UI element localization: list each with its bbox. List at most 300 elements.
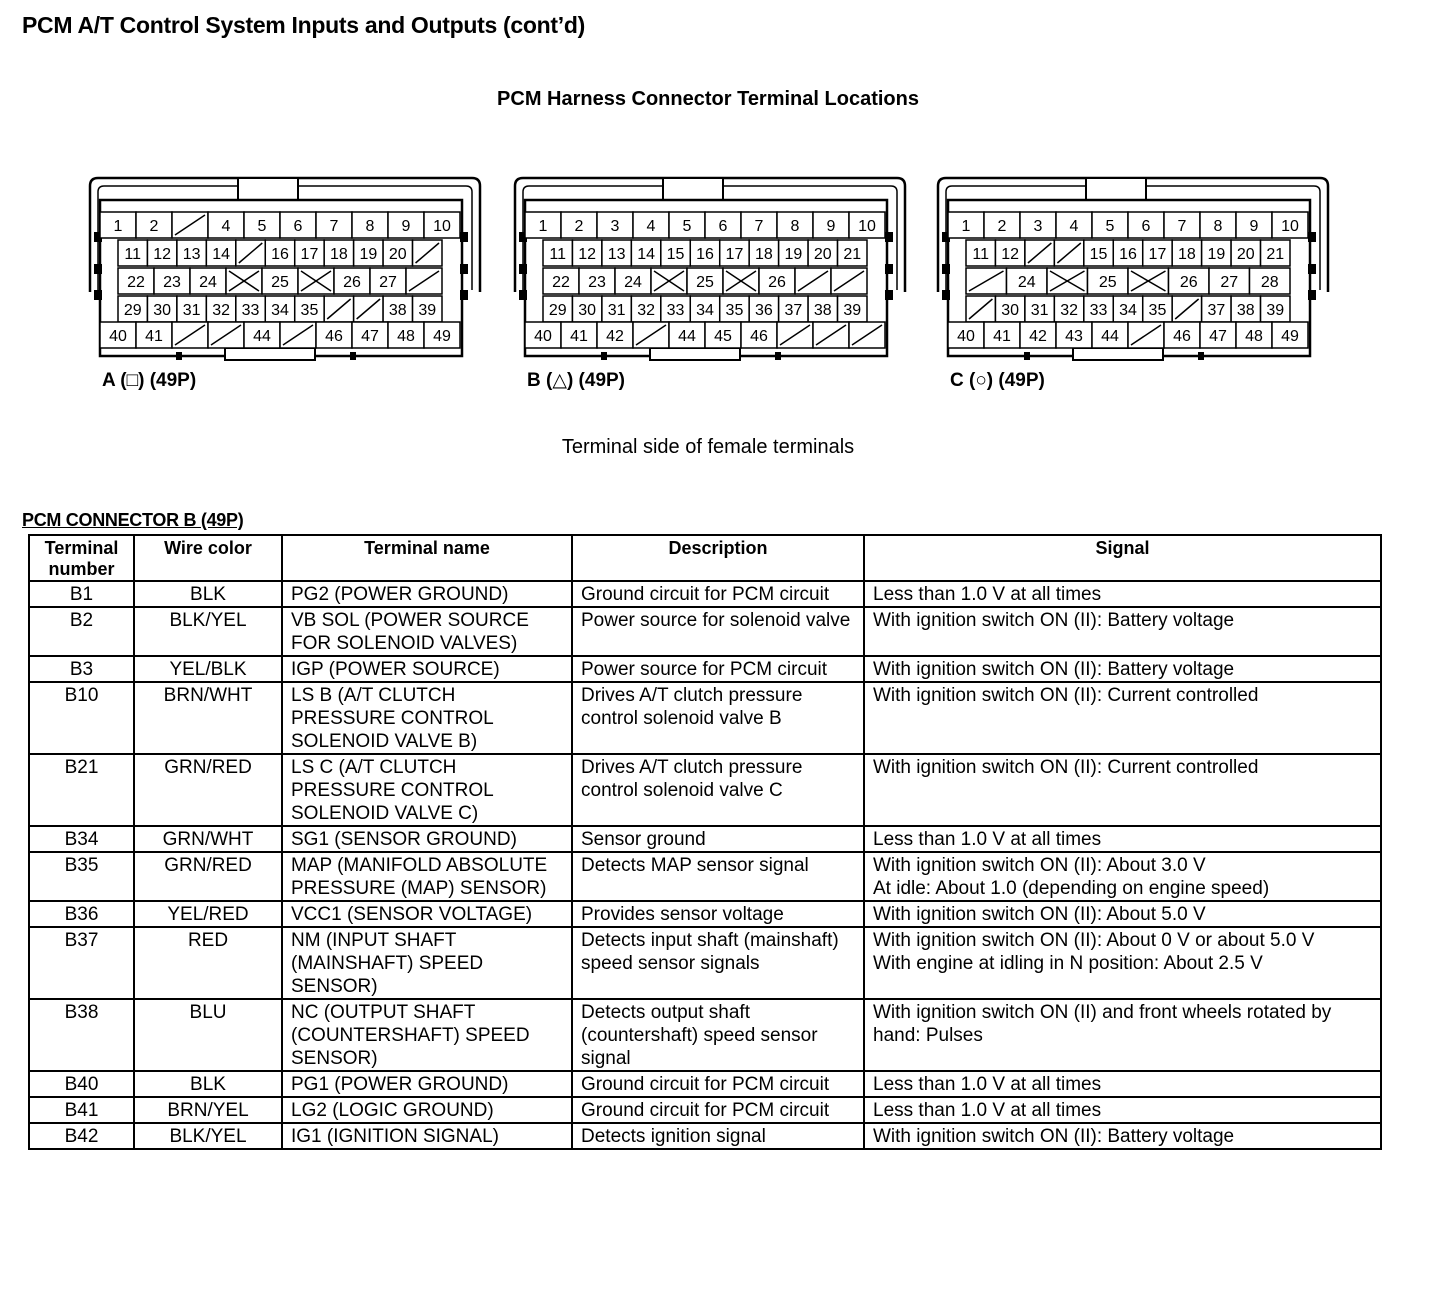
terminal-cell xyxy=(1092,322,1128,348)
terminal-number: 46 xyxy=(1173,328,1191,345)
cell-description: Sensor ground xyxy=(572,826,864,852)
terminal-cell xyxy=(1236,322,1272,348)
terminal-number: 30 xyxy=(153,302,172,319)
terminal-cell xyxy=(615,268,651,294)
signal-line: With ignition switch ON (II): Battery voltage xyxy=(873,1126,1235,1147)
terminal-cell xyxy=(838,240,867,266)
terminal-number: 41 xyxy=(993,328,1011,345)
cell-terminal-number: B2 xyxy=(29,607,134,656)
terminal-cell xyxy=(1209,268,1250,294)
terminal-cell xyxy=(561,322,597,348)
cell-signal xyxy=(864,581,1381,607)
signal-line: With engine at idling in N position: About 2.5 V xyxy=(873,953,1263,974)
terminal-cell xyxy=(1164,322,1200,348)
terminal-number: 25 xyxy=(271,274,289,291)
cell-terminal-number: B36 xyxy=(29,901,134,927)
cell-wire-color: BRN/WHT xyxy=(134,682,282,754)
terminal-cell xyxy=(1007,268,1048,294)
connector-b xyxy=(515,178,905,391)
terminal-cell xyxy=(413,240,442,266)
terminal-number: 1 xyxy=(538,218,548,235)
terminal-cell xyxy=(705,212,741,238)
cell-description: Detects output shaft (countershaft) speed sensor signal xyxy=(572,999,864,1071)
terminal-cell xyxy=(777,322,813,348)
terminal-number: 21 xyxy=(843,246,862,263)
terminal-cell xyxy=(1202,296,1231,322)
terminal-number: 5 xyxy=(257,218,267,235)
signal-line: Less than 1.0 V at all times xyxy=(873,829,1102,850)
terminal-cell xyxy=(948,322,984,348)
terminal-cell xyxy=(383,296,412,322)
terminal-cell xyxy=(1261,240,1290,266)
terminal-number: 46 xyxy=(750,328,768,345)
cell-description: Detects ignition signal xyxy=(572,1123,864,1149)
terminal-cell xyxy=(1092,212,1128,238)
terminal-cell xyxy=(759,268,795,294)
terminal-number: 20 xyxy=(388,246,407,263)
terminal-cell xyxy=(543,268,579,294)
terminal-cell xyxy=(602,296,631,322)
terminal-cell xyxy=(1056,322,1092,348)
terminal-cell xyxy=(1025,240,1054,266)
terminal-number: 15 xyxy=(1089,246,1108,263)
cell-wire-color: BRN/YEL xyxy=(134,1097,282,1123)
table-row xyxy=(29,999,1381,1071)
cell-terminal-name: IGP (POWER SOURCE) xyxy=(282,656,572,682)
table-row xyxy=(29,1071,1381,1097)
terminal-cell xyxy=(543,240,572,266)
terminal-number: 47 xyxy=(1209,328,1227,345)
terminal-number: 22 xyxy=(127,274,145,291)
terminal-cell xyxy=(316,322,352,348)
terminal-number: 17 xyxy=(300,246,319,263)
terminal-cell xyxy=(1047,268,1088,294)
terminal-cell xyxy=(631,296,660,322)
terminal-number: 16 xyxy=(271,246,289,263)
terminal-cell xyxy=(147,296,176,322)
connector-label: C (○) (49P) xyxy=(950,370,1045,391)
terminal-cell xyxy=(262,268,298,294)
terminal-cell xyxy=(572,240,601,266)
terminal-cell xyxy=(779,240,808,266)
terminal-cell xyxy=(1236,212,1272,238)
terminal-cell xyxy=(597,212,633,238)
signal-line: Less than 1.0 V at all times xyxy=(873,1074,1102,1095)
terminal-cell xyxy=(352,322,388,348)
terminal-number: 35 xyxy=(300,302,319,319)
terminal-cell xyxy=(147,240,176,266)
terminal-number: 40 xyxy=(109,328,127,345)
terminal-cell xyxy=(1172,296,1201,322)
table-header-row xyxy=(29,535,1381,581)
terminal-cell xyxy=(749,240,778,266)
terminal-number: 18 xyxy=(755,246,773,263)
terminal-number: 3 xyxy=(610,218,620,235)
terminal-cell xyxy=(1169,268,1210,294)
terminal-cell xyxy=(984,322,1020,348)
terminal-number: 10 xyxy=(858,218,876,235)
terminal-number: 41 xyxy=(570,328,588,345)
terminal-number: 11 xyxy=(124,246,142,263)
terminal-number: 49 xyxy=(433,328,451,345)
terminal-number: 39 xyxy=(418,302,437,319)
cell-terminal-name: VB SOL (POWER SOURCE FOR SOLENOID VALVES) xyxy=(282,607,572,656)
signal-line: With ignition switch ON (II): About 5.0 V xyxy=(873,904,1206,925)
cell-terminal-name: MAP (MANIFOLD ABSOLUTE PRESSURE (MAP) SENSOR) xyxy=(282,852,572,901)
terminal-cell xyxy=(561,212,597,238)
terminal-cell xyxy=(669,212,705,238)
terminal-number: 13 xyxy=(607,246,626,263)
terminal-number: 17 xyxy=(1148,246,1167,263)
cell-terminal-name: PG1 (POWER GROUND) xyxy=(282,1071,572,1097)
terminal-cell xyxy=(838,296,867,322)
terminal-number: 11 xyxy=(972,246,990,263)
terminal-number: 37 xyxy=(784,302,803,319)
terminal-cell xyxy=(177,296,206,322)
terminal-number: 33 xyxy=(1089,302,1108,319)
terminal-number: 14 xyxy=(212,246,230,263)
terminal-cell xyxy=(100,212,136,238)
terminal-number: 32 xyxy=(637,302,655,319)
cell-terminal-number: B42 xyxy=(29,1123,134,1149)
terminal-cell xyxy=(1020,322,1056,348)
terminal-number: 38 xyxy=(1236,302,1255,319)
terminal-cell xyxy=(298,268,334,294)
terminal-number: 34 xyxy=(271,302,289,319)
terminal-cell xyxy=(1202,240,1231,266)
table-row xyxy=(29,682,1381,754)
terminal-cell xyxy=(206,296,235,322)
terminal-cell xyxy=(1084,296,1113,322)
terminal-cell xyxy=(388,212,424,238)
terminal-cell xyxy=(966,268,1007,294)
cell-terminal-number: B10 xyxy=(29,682,134,754)
terminal-cell xyxy=(633,322,669,348)
cell-signal xyxy=(864,826,1381,852)
signal-line: At idle: About 1.0 (depending on engine speed) xyxy=(873,878,1270,899)
terminal-cell xyxy=(966,240,995,266)
terminal-cell xyxy=(984,212,1020,238)
terminal-number: 21 xyxy=(1266,246,1285,263)
terminal-number: 1 xyxy=(113,218,123,235)
terminal-number: 2 xyxy=(149,218,159,235)
cell-wire-color: BLU xyxy=(134,999,282,1071)
header-description: Description xyxy=(572,535,864,581)
terminal-number: 10 xyxy=(433,218,451,235)
cell-wire-color: YEL/BLK xyxy=(134,656,282,682)
terminal-number: 47 xyxy=(361,328,379,345)
terminal-cell xyxy=(795,268,831,294)
table-row xyxy=(29,1123,1381,1149)
terminal-cell xyxy=(136,212,172,238)
terminal-cell xyxy=(995,296,1024,322)
connector-diagrams xyxy=(80,172,1380,402)
cell-terminal-name: SG1 (SENSOR GROUND) xyxy=(282,826,572,852)
terminal-number: 33 xyxy=(666,302,685,319)
terminal-number: 44 xyxy=(253,328,271,345)
signal-line: Less than 1.0 V at all times xyxy=(873,584,1102,605)
terminal-cell xyxy=(849,322,885,348)
cell-wire-color: BLK/YEL xyxy=(134,1123,282,1149)
cell-signal xyxy=(864,754,1381,826)
terminal-cell xyxy=(1113,296,1142,322)
terminal-number: 29 xyxy=(123,302,142,319)
connector-b-table xyxy=(28,534,1382,1150)
terminal-number: 30 xyxy=(578,302,597,319)
terminal-cell xyxy=(295,296,324,322)
connector-c xyxy=(938,178,1328,391)
cell-signal xyxy=(864,999,1381,1071)
terminal-number: 8 xyxy=(790,218,800,235)
terminal-number: 4 xyxy=(1069,218,1079,235)
terminal-number: 9 xyxy=(826,218,836,235)
terminal-cell xyxy=(687,268,723,294)
terminal-number: 35 xyxy=(725,302,744,319)
terminal-number: 26 xyxy=(1179,274,1198,291)
terminal-number: 2 xyxy=(574,218,584,235)
terminal-number: 43 xyxy=(1065,328,1083,345)
terminal-number: 41 xyxy=(145,328,163,345)
terminal-number: 7 xyxy=(754,218,764,235)
cell-terminal-number: B38 xyxy=(29,999,134,1071)
terminal-cell xyxy=(370,268,406,294)
terminal-cell xyxy=(118,240,147,266)
terminal-number: 39 xyxy=(1266,302,1285,319)
signal-line: With ignition switch ON (II): Battery voltage xyxy=(873,659,1235,680)
terminal-cell xyxy=(265,240,294,266)
terminal-number: 39 xyxy=(843,302,862,319)
page-title: PCM A/T Control System Inputs and Outputs (cont’d) xyxy=(22,12,585,38)
terminal-number: 30 xyxy=(1001,302,1020,319)
terminal-number: 6 xyxy=(1141,218,1151,235)
terminal-number: 13 xyxy=(182,246,201,263)
terminal-number: 6 xyxy=(718,218,728,235)
cell-description: Power source for solenoid valve xyxy=(572,607,864,656)
table-row xyxy=(29,901,1381,927)
terminal-number: 8 xyxy=(365,218,375,235)
terminal-number: 45 xyxy=(714,328,732,345)
terminal-cell xyxy=(572,296,601,322)
terminal-cell xyxy=(244,212,280,238)
cell-terminal-name: LS C (A/T CLUTCH PRESSURE CONTROL SOLENOID VALVE C) xyxy=(282,754,572,826)
terminal-number: 5 xyxy=(1105,218,1115,235)
table-row xyxy=(29,754,1381,826)
terminal-cell xyxy=(651,268,687,294)
terminal-cell xyxy=(154,268,190,294)
signal-line: With ignition switch ON (II): About 0 V or about 5.0 V xyxy=(873,930,1315,951)
terminal-cell xyxy=(265,296,294,322)
terminal-number: 5 xyxy=(682,218,692,235)
terminal-cell xyxy=(1172,240,1201,266)
terminal-cell xyxy=(424,322,460,348)
terminal-number: 8 xyxy=(1213,218,1223,235)
terminal-number: 28 xyxy=(1260,274,1279,291)
diagram-caption: Terminal side of female terminals xyxy=(561,436,855,458)
terminal-number: 14 xyxy=(637,246,655,263)
terminal-number: 1 xyxy=(961,218,971,235)
terminal-cell xyxy=(206,240,235,266)
terminal-cell xyxy=(172,322,208,348)
terminal-cell xyxy=(1200,212,1236,238)
terminal-cell xyxy=(1088,268,1129,294)
terminal-number: 18 xyxy=(330,246,348,263)
terminal-cell xyxy=(631,240,660,266)
cell-wire-color: BLK xyxy=(134,1071,282,1097)
terminal-cell xyxy=(244,322,280,348)
terminal-number: 2 xyxy=(997,218,1007,235)
terminal-cell xyxy=(849,212,885,238)
cell-description: Provides sensor voltage xyxy=(572,901,864,927)
cell-wire-color: YEL/RED xyxy=(134,901,282,927)
terminal-number: 7 xyxy=(1177,218,1187,235)
terminal-cell xyxy=(661,296,690,322)
cell-terminal-name: IG1 (IGNITION SIGNAL) xyxy=(282,1123,572,1149)
terminal-number: 36 xyxy=(755,302,773,319)
signal-line: With ignition switch ON (II): About 3.0 V xyxy=(873,855,1206,876)
terminal-number: 11 xyxy=(549,246,567,263)
terminal-cell xyxy=(177,240,206,266)
terminal-cell xyxy=(995,240,1024,266)
terminal-number: 16 xyxy=(1119,246,1137,263)
cell-wire-color: GRN/RED xyxy=(134,754,282,826)
terminal-number: 3 xyxy=(1033,218,1043,235)
terminal-cell xyxy=(413,296,442,322)
cell-terminal-number: B34 xyxy=(29,826,134,852)
terminal-number: 20 xyxy=(1236,246,1255,263)
terminal-number: 12 xyxy=(153,246,172,263)
signal-line: With ignition switch ON (II): Current controlled xyxy=(873,757,1259,778)
terminal-number: 10 xyxy=(1281,218,1299,235)
cell-terminal-number: B1 xyxy=(29,581,134,607)
cell-wire-color: GRN/WHT xyxy=(134,826,282,852)
terminal-number: 37 xyxy=(1207,302,1226,319)
cell-terminal-name: LG2 (LOGIC GROUND) xyxy=(282,1097,572,1123)
terminal-number: 19 xyxy=(359,246,378,263)
terminal-number: 24 xyxy=(199,274,217,291)
terminal-cell xyxy=(236,240,265,266)
terminal-cell xyxy=(324,296,353,322)
terminal-number: 12 xyxy=(1001,246,1020,263)
cell-description: Ground circuit for PCM circuit xyxy=(572,1071,864,1097)
terminal-number: 26 xyxy=(768,274,786,291)
terminal-number: 40 xyxy=(957,328,975,345)
terminal-cell xyxy=(118,268,154,294)
terminal-number: 9 xyxy=(401,218,411,235)
terminal-number: 19 xyxy=(784,246,803,263)
cell-wire-color: BLK/YEL xyxy=(134,607,282,656)
terminal-cell xyxy=(720,296,749,322)
terminal-cell xyxy=(172,212,208,238)
table-row xyxy=(29,581,1381,607)
terminal-number: 25 xyxy=(696,274,714,291)
cell-signal xyxy=(864,656,1381,682)
terminal-cell xyxy=(226,268,262,294)
terminal-number: 4 xyxy=(221,218,231,235)
terminal-cell xyxy=(100,322,136,348)
terminal-number: 32 xyxy=(212,302,230,319)
cell-signal xyxy=(864,927,1381,999)
terminal-number: 6 xyxy=(293,218,303,235)
connector-label: B (△) (49P) xyxy=(527,370,626,391)
terminal-cell xyxy=(1143,296,1172,322)
terminal-cell xyxy=(779,296,808,322)
cell-description: Power source for PCM circuit xyxy=(572,656,864,682)
terminal-cell xyxy=(749,296,778,322)
terminal-number: 31 xyxy=(1030,302,1049,319)
terminal-cell xyxy=(1128,322,1164,348)
header-terminal-name: Terminal name xyxy=(282,535,572,581)
cell-wire-color: RED xyxy=(134,927,282,999)
terminal-cell xyxy=(720,240,749,266)
cell-terminal-number: B37 xyxy=(29,927,134,999)
terminal-number: 48 xyxy=(397,328,415,345)
terminal-cell xyxy=(334,268,370,294)
terminal-number: 12 xyxy=(578,246,597,263)
cell-terminal-name: VCC1 (SENSOR VOLTAGE) xyxy=(282,901,572,927)
table-title: PCM CONNECTOR B (49P) xyxy=(22,510,244,530)
cell-description: Drives A/T clutch pressure control solenoid valve B xyxy=(572,682,864,754)
signal-line: Less than 1.0 V at all times xyxy=(873,1100,1102,1121)
terminal-cell xyxy=(324,240,353,266)
terminal-number: 20 xyxy=(813,246,832,263)
terminal-cell xyxy=(1250,268,1291,294)
terminal-number: 34 xyxy=(696,302,714,319)
terminal-number: 24 xyxy=(624,274,642,291)
terminal-cell xyxy=(808,240,837,266)
terminal-number: 17 xyxy=(725,246,744,263)
terminal-cell xyxy=(741,212,777,238)
cell-wire-color: BLK xyxy=(134,581,282,607)
terminal-cell xyxy=(1056,212,1092,238)
terminal-number: 24 xyxy=(1017,274,1036,291)
terminal-number: 34 xyxy=(1119,302,1137,319)
cell-terminal-name: NM (INPUT SHAFT (MAINSHAFT) SPEED SENSOR) xyxy=(282,927,572,999)
terminal-number: 42 xyxy=(1029,328,1047,345)
terminal-number: 38 xyxy=(813,302,832,319)
terminal-cell xyxy=(1231,240,1260,266)
terminal-number: 27 xyxy=(1220,274,1239,291)
terminal-number: 44 xyxy=(678,328,696,345)
terminal-cell xyxy=(813,322,849,348)
cell-terminal-name: LS B (A/T CLUTCH PRESSURE CONTROL SOLENOID VALVE B) xyxy=(282,682,572,754)
terminal-number: 18 xyxy=(1178,246,1196,263)
cell-terminal-number: B3 xyxy=(29,656,134,682)
terminal-number: 23 xyxy=(163,274,181,291)
terminal-cell xyxy=(661,240,690,266)
terminal-cell xyxy=(352,212,388,238)
header-signal: Signal xyxy=(864,535,1381,581)
cell-signal xyxy=(864,682,1381,754)
terminal-cell xyxy=(1272,212,1308,238)
terminal-cell xyxy=(388,322,424,348)
terminal-cell xyxy=(633,212,669,238)
terminal-cell xyxy=(208,322,244,348)
cell-terminal-number: B21 xyxy=(29,754,134,826)
terminal-cell xyxy=(1025,296,1054,322)
terminal-cell xyxy=(1143,240,1172,266)
terminal-cell xyxy=(602,240,631,266)
terminal-cell xyxy=(1084,240,1113,266)
terminal-cell xyxy=(1164,212,1200,238)
terminal-number: 7 xyxy=(329,218,339,235)
terminal-cell xyxy=(579,268,615,294)
terminal-cell xyxy=(777,212,813,238)
terminal-cell xyxy=(813,212,849,238)
terminal-cell xyxy=(705,322,741,348)
terminal-cell xyxy=(295,240,324,266)
connector-label: A (□) (49P) xyxy=(102,370,197,391)
terminal-number: 31 xyxy=(182,302,201,319)
